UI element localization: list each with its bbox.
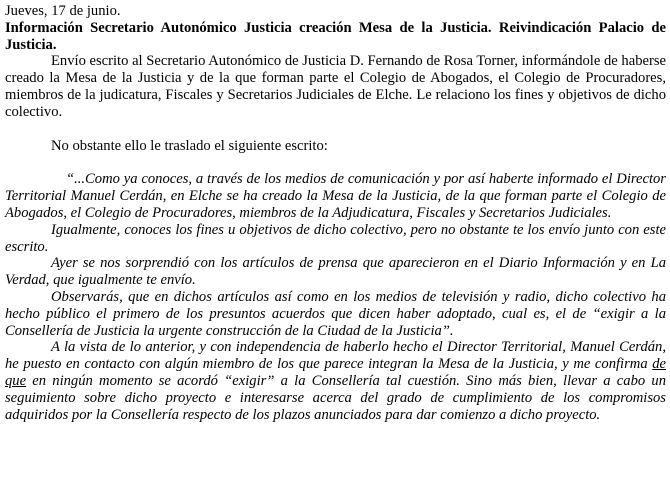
quote-paragraph-1: “...Como ya conoces, a través de los medios de comunicación y por así haberte informado el Director Territorial Manuel Cerdán, en Elche se ha creado la Mesa de la Justicia, de la que forman parte el Colegio de Abogados, el Colegio de Procuradores, miembros de la Adjudicatura, Fiscales y Secretarios Judiciales. [5, 171, 666, 221]
paragraph-spacer [5, 154, 666, 171]
quote-paragraph-5-start: A la vista de lo anterior, y con independencia de haberlo hecho el Director Territorial, Manuel Cerdán, he puesto en contacto con algún miembro de los que parece integran la Mesa de la Justicia, y me confirma [5, 339, 666, 373]
document-title: Información Secretario Autonómico Justicia creación Mesa de la Justicia. Reivindicación Palacio de Justicia. [5, 19, 666, 53]
underlined-phrase: de que [5, 356, 666, 389]
quote-paragraph-5-end: en ningún momento se acordó “exigir” a la Consellería tal cuestión. Sino más bien, llevar a cabo un seguimiento sobre dicho proyecto e interesarse acerca del grado de cumplimiento de los compromisos adquiridos por la Consellería respecto de los plazos anunciados para dar comienzo a dicho proyecto. [5, 372, 666, 423]
quote-paragraph-4: Observarás, que en dichos artículos así como en los medios de televisión y radio, dicho colectivo ha hecho público el primero de los presuntos acuerdos que dicen haber adoptado, cual es, el de “exigir a la Consellería de Justicia la urgente construcción de la Ciudad de la Justicia”. [5, 288, 666, 339]
transfer-paragraph: No obstante ello le traslado el siguiente escrito: [51, 137, 328, 154]
quote-paragraph-2: Igualmente, conoces los fines u objetivos de dicho colectivo, pero no obstante te los envío junto con este escrito. [5, 221, 666, 255]
document-page [5, 3, 666, 423]
document-date: Jueves, 17 de junio. [5, 3, 121, 19]
quote-paragraph-5 [5, 339, 666, 423]
quote-paragraph-3: Ayer se nos sorprendió con los artículos de prensa que aparecieron en el Diario Información y en La Verdad, que igualmente te envío. [5, 255, 666, 289]
paragraph-spacer [5, 121, 666, 138]
intro-paragraph: Envío escrito al Secretario Autonómico de Justicia D. Fernando de Rosa Torner, informándole de haberse creado la Mesa de la Justicia y de la que forman parte el Colegio de Abogados, el Colegio de Procuradores, miembros de la judicatura, Fiscales y Secretarios Judiciales de Elche. Le relaciono los fines y objetivos de dicho colectivo. [5, 53, 666, 120]
